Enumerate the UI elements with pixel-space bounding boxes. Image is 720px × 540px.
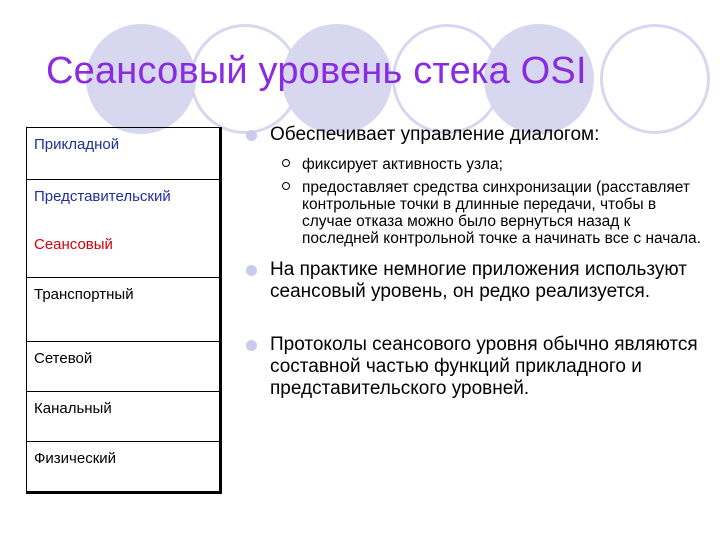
bullet-item-2 [246, 259, 708, 303]
bullet-text-1: Обеспечивает управление диалогом: [270, 124, 600, 145]
sub-item-1 [246, 156, 708, 173]
layer-row-datalink [27, 392, 219, 442]
layer-physical-label: Физический [34, 450, 117, 467]
layer-network-label: Сетевой [34, 350, 93, 367]
bullet-text-2: На практике немногие приложения используют сеансовый уровень, он редко реализуется. [270, 259, 687, 302]
layer-application-label: Прикладной [34, 136, 120, 153]
sub-item-text-2: предоставляет средства синхронизации (расставляет контрольные точки в длинные передачи, чтобы в случае отказа можно было вернуться назад к последней контрольной точке а начинать все с начала. [302, 179, 701, 247]
ring-bullet-icon [282, 159, 290, 167]
layer-datalink-label: Канальный [34, 400, 112, 417]
bullet-dot-icon [246, 265, 257, 276]
layer-presentation-label: Представительский [34, 188, 171, 205]
layer-transport-label: Транспортный [34, 286, 134, 303]
bullet-item-3 [246, 334, 708, 400]
layer-row-physical [27, 442, 219, 491]
bullet-dot-icon [246, 340, 257, 351]
layer-row-network [27, 342, 219, 392]
slide-title: Сеансовый уровень стека OSI [46, 50, 587, 92]
ring-bullet-icon [282, 182, 290, 190]
layer-session-label: Сеансовый [34, 236, 113, 253]
layer-row-application [27, 128, 219, 180]
decor-circle-6 [600, 24, 710, 134]
sub-item-2 [246, 179, 708, 247]
osi-layers-table [26, 127, 222, 494]
bullet-text-3: Протоколы сеансового уровня обычно являются составной частью функций прикладного и представительского уровней. [270, 334, 698, 399]
layer-row-presentation-session [27, 180, 219, 278]
slide-content [246, 124, 708, 400]
bullet-dot-icon [246, 130, 257, 141]
layer-row-transport [27, 278, 219, 342]
bullet-item-1 [246, 124, 708, 146]
sub-item-text-1: фиксирует активность узла; [302, 156, 503, 173]
